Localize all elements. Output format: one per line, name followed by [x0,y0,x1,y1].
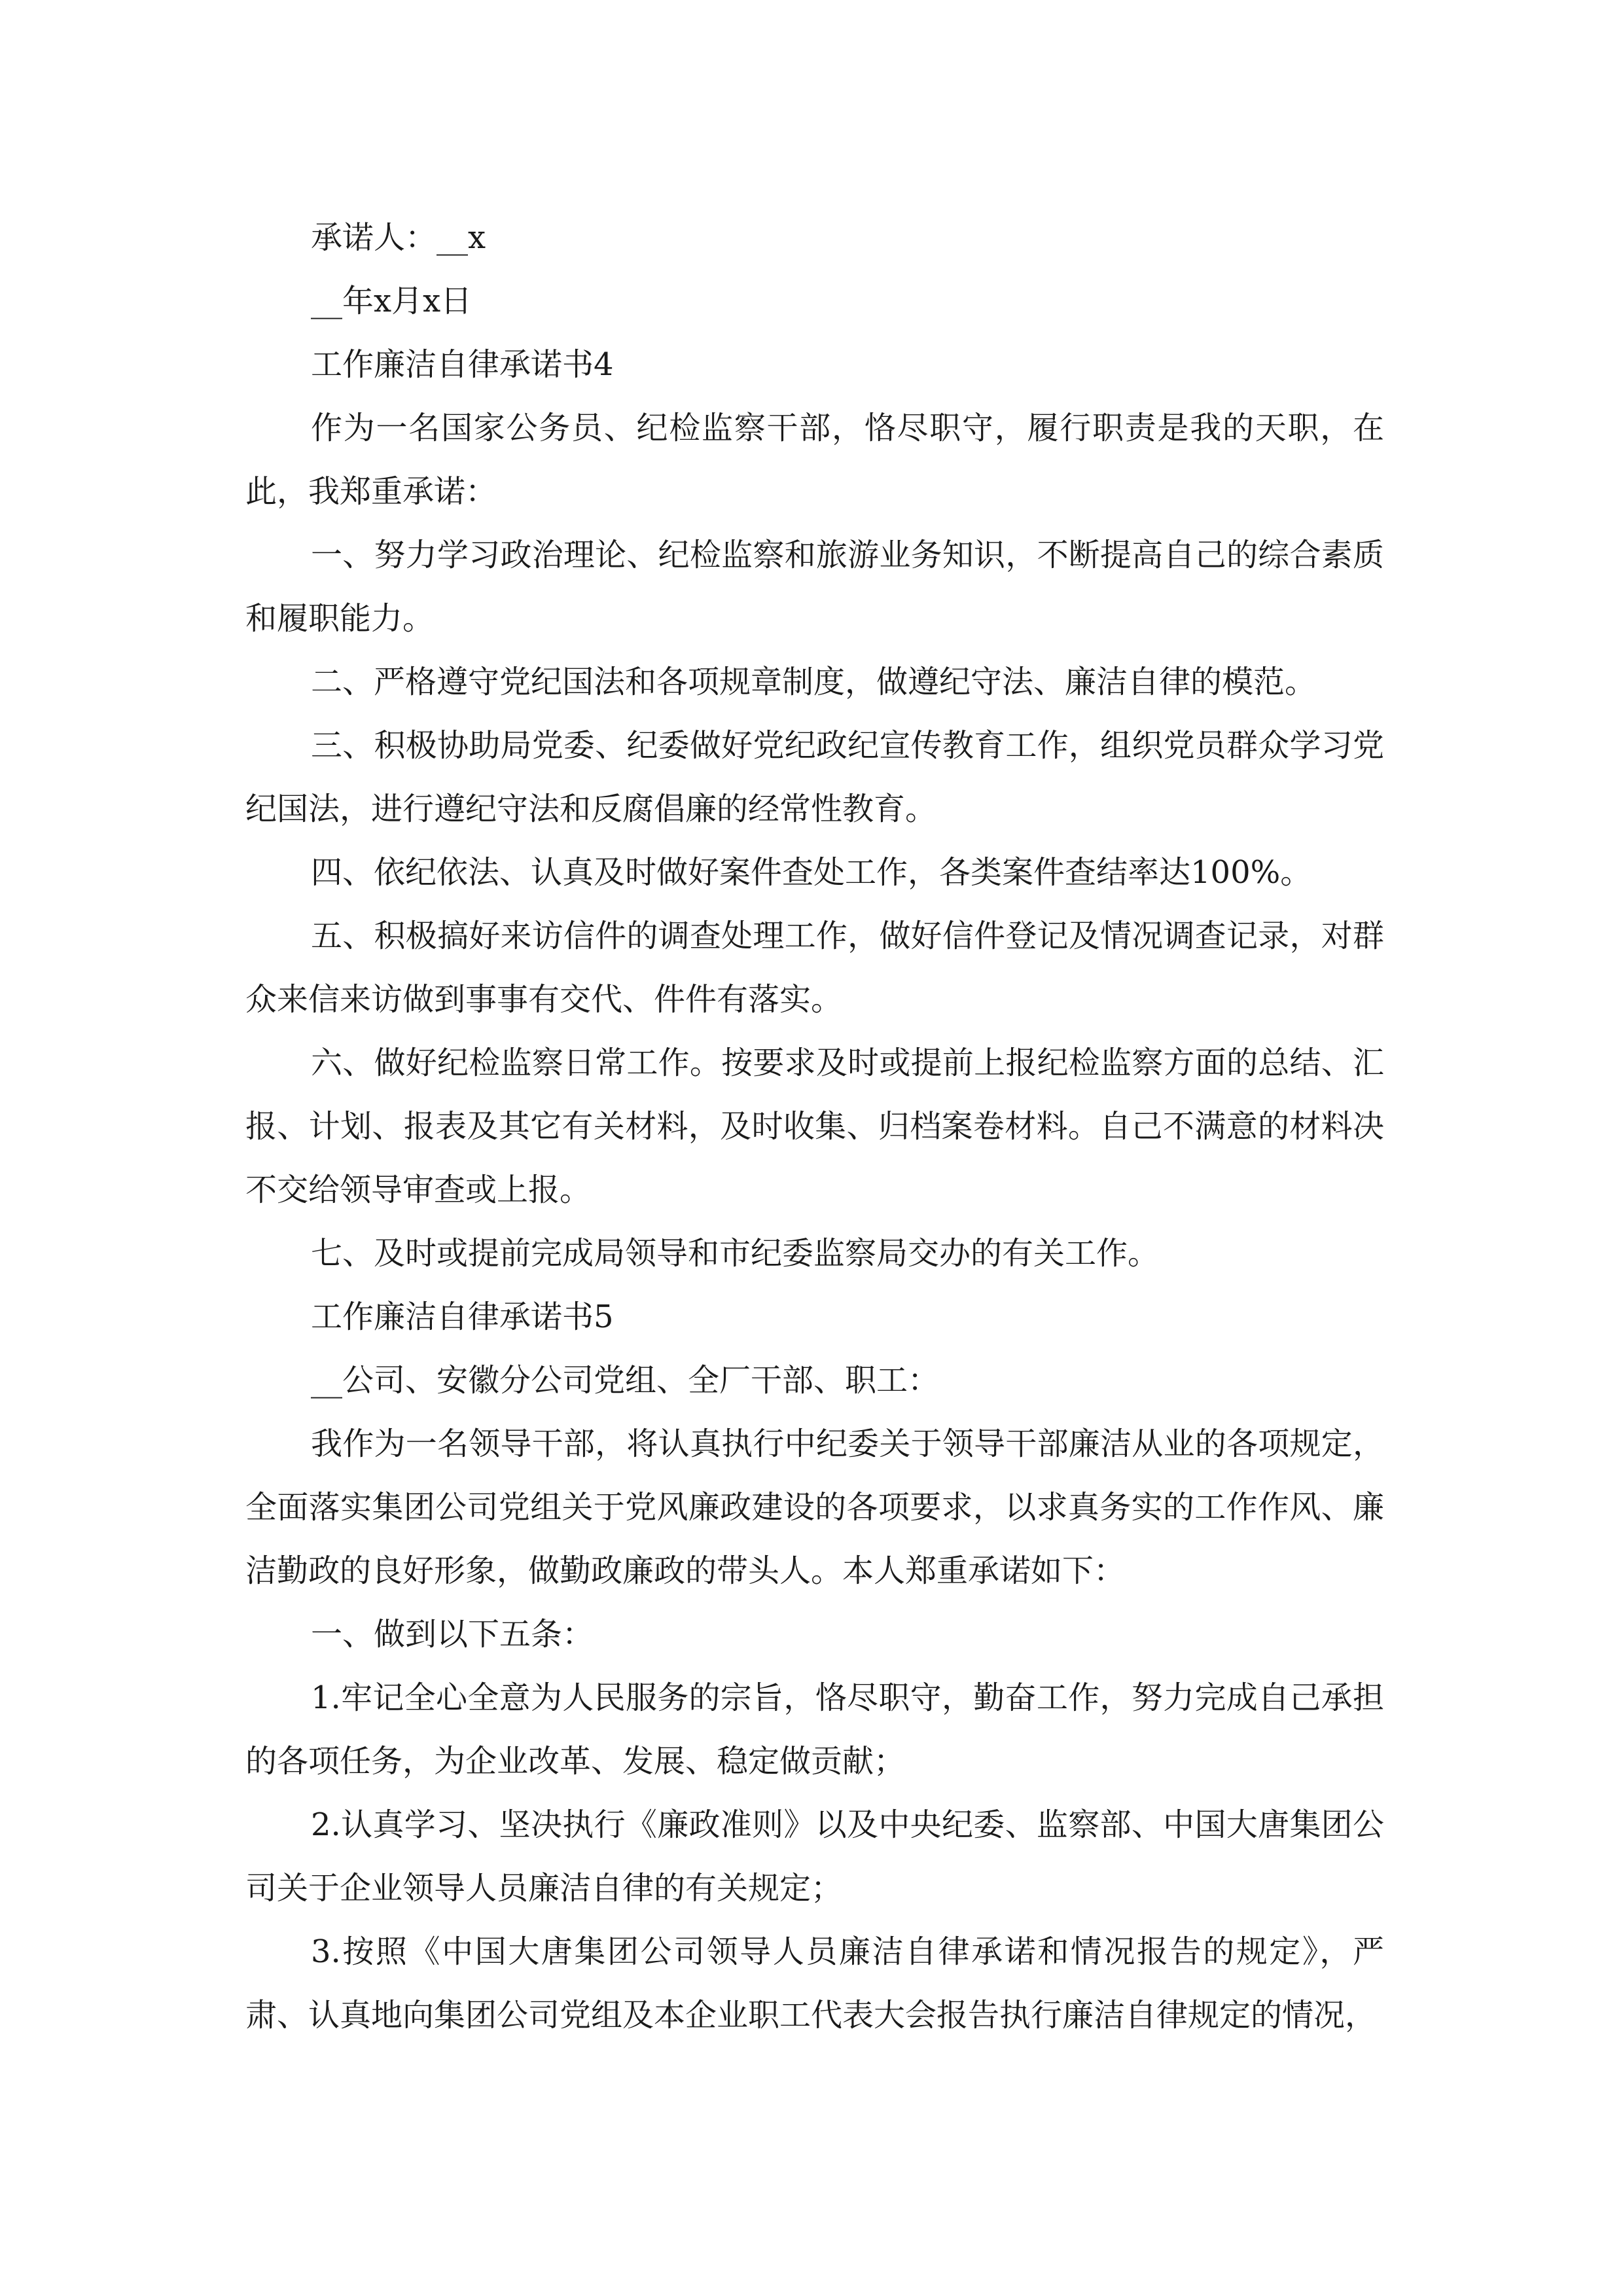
section-title-5: 工作廉洁自律承诺书5 [311,1299,614,1335]
paragraph: 七、及时或提前完成局领导和市纪委监察局交办的有关工作。 [311,1235,1160,1272]
paragraph: 六、做好纪检监察日常工作。按要求及时或提前上报纪检监察方面的总结、汇报、计划、报表及其它有关材料，及时收集、归档案卷材料。自己不满意的材料决不交给领导审查或上报。 [245,1045,1384,1208]
paragraph: 3.按照《中国大唐集团公司领导人员廉洁自律承诺和情况报告的规定》，严肃、认真地向集团公司党组及本企业职工代表大会报告执行廉洁自律规定的情况， [245,1933,1384,2034]
paragraph: 一、做到以下五条： [311,1616,594,1653]
signatory-line: 承诺人：__x [311,219,486,256]
paragraph: 我作为一名领导干部，将认真执行中纪委关于领导干部廉洁从业的各项规定，全面落实集团公司党组关于党风廉政建设的各项要求，以求真务实的工作作风、廉洁勤政的良好形象，做勤政廉政的带头人。本人郑重承诺如下： [245,1426,1384,1589]
document-body [245,206,1384,2047]
paragraph: 三、积极协助局党委、纪委做好党纪政纪宣传教育工作，组织党员群众学习党纪国法，进行遵纪守法和反腐倡廉的经常性教育。 [245,727,1384,827]
date-line: __年x月x日 [311,283,473,319]
section-title-4: 工作廉洁自律承诺书4 [311,346,614,383]
paragraph: 二、严格遵守党纪国法和各项规章制度，做遵纪守法、廉洁自律的模范。 [311,664,1317,700]
paragraph: 四、依纪依法、认真及时做好案件查处工作，各类案件查结率达100%。 [311,854,1312,891]
paragraph: 五、积极搞好来访信件的调查处理工作，做好信件登记及情况调查记录，对群众来信来访做到事事有交代、件件有落实。 [245,918,1384,1018]
paragraph: 2.认真学习、坚决执行《廉政准则》以及中央纪委、监察部、中国大唐集团公司关于企业领导人员廉洁自律的有关规定； [245,1806,1384,1907]
paragraph: 一、努力学习政治理论、纪检监察和旅游业务知识，不断提高自己的综合素质和履职能力。 [245,537,1384,637]
salutation: __公司、安徽分公司党组、全厂干部、职工： [311,1362,940,1399]
paragraph: 1.牢记全心全意为人民服务的宗旨，恪尽职守，勤奋工作，努力完成自己承担的各项任务，为企业改革、发展、稳定做贡献； [245,1679,1384,1780]
paragraph: 作为一名国家公务员、纪检监察干部，恪尽职守，履行职责是我的天职，在此，我郑重承诺： [245,410,1384,510]
